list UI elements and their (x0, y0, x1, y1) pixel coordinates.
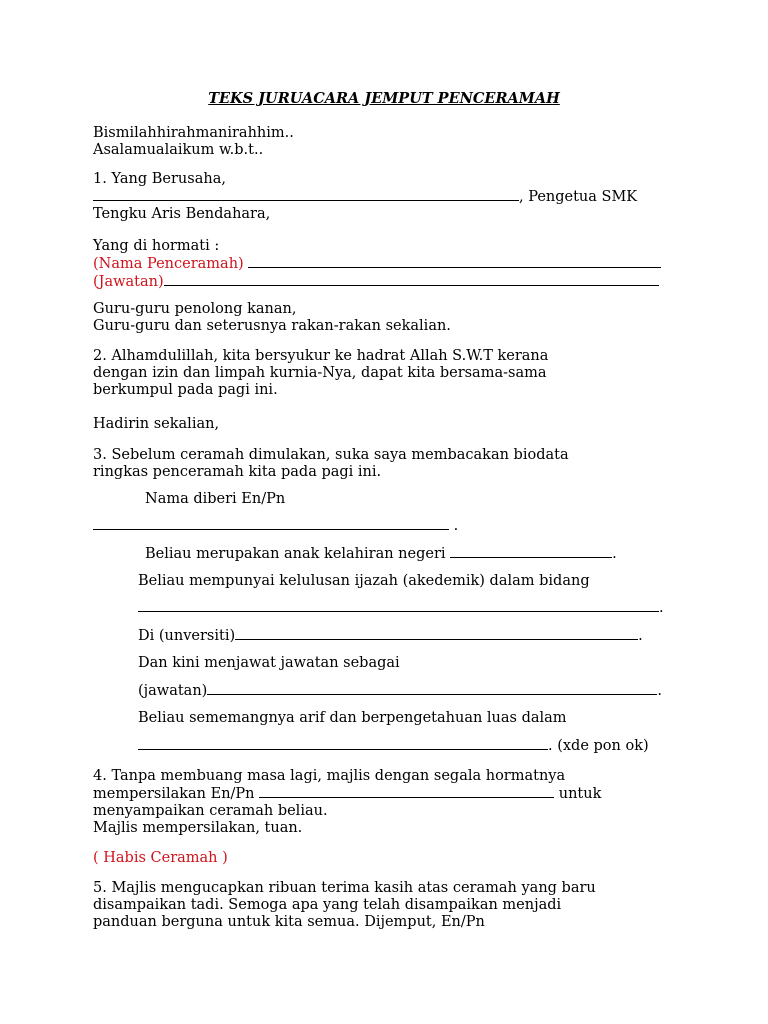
bio-expertise: Beliau sememangnya arif dan berpengetahuan luas dalam (138, 710, 567, 726)
blank-line (248, 255, 661, 268)
bio-name-label: Nama diberi En/Pn (145, 491, 286, 507)
section-5-line: disampaikan tadi. Semoga apa yang telah disampaikan menjadi (93, 897, 562, 913)
blank-line (164, 273, 659, 286)
school-name: Tengku Aris Bendahara, (93, 206, 271, 222)
teachers-line: Guru-guru dan seterusnya rakan-rakan sekalian. (93, 318, 451, 334)
section-2-line: dengan izin dan limpah kurnia-Nya, dapat kita bersama-sama (93, 365, 547, 381)
audience-greeting: Hadirin sekalian, (93, 416, 220, 432)
bio-job: Dan kini menjawat jawatan sebagai (138, 655, 400, 671)
section-5-line: panduan berguna untuk kita semua. Dijemput, En/Pn (93, 914, 485, 930)
speaker-name-label: (Nama Penceramah) (93, 256, 249, 272)
section-5-line: 5. Majlis mengucapkan ribuan terima kasih atas ceramah yang baru (93, 880, 596, 896)
speaker-position-label: (Jawatan) (93, 274, 164, 290)
section-4-line: menyampaikan ceramah beliau. (93, 803, 328, 819)
teachers-line: Guru-guru penolong kanan, (93, 301, 297, 317)
bio-expertise-blank: . (xde pon ok) (138, 737, 649, 755)
section-3-line: 3. Sebelum ceramah dimulakan, suka saya membacakan biodata (93, 447, 569, 463)
section-5 (93, 880, 596, 931)
section-2-line: berkumpul pada pagi ini. (93, 382, 278, 398)
blank-line (207, 682, 657, 695)
section-4-line: Majlis mempersilakan, tuan. (93, 820, 303, 836)
blank-line (235, 627, 638, 640)
bio-birthplace: Beliau merupakan anak kelahiran negeri . (145, 546, 617, 562)
bio-degree: Beliau mempunyai kelulusan ijazah (akedemik) dalam bidang (138, 573, 590, 589)
section-4: 4. Tanpa membuang masa lagi, majlis dengan segala hormatnya mempersilakan En/Pn untuk menyampaikan ceramah beliau. Majlis mempersilakan, tuan. (93, 768, 602, 836)
section-4-line: 4. Tanpa membuang masa lagi, majlis dengan segala hormatnya (93, 768, 566, 784)
honored-guests (93, 238, 661, 291)
principal-label: , Pengetua SMK (519, 189, 638, 205)
section-3 (93, 447, 569, 481)
teachers-greeting (93, 301, 451, 335)
blank-line (450, 545, 612, 558)
blank-line (138, 737, 548, 750)
honored-heading: Yang di hormati : (93, 238, 220, 254)
section-2 (93, 348, 548, 399)
section-2-line: 2. Alhamdulillah, kita bersyukur ke hadrat Allah S.W.T kerana (93, 348, 549, 364)
section-3-line: ringkas penceramah kita pada pagi ini. (93, 464, 382, 480)
greeting-line: Asalamualaikum w.b.t.. (93, 142, 264, 158)
section-1 (93, 171, 637, 223)
section-4-line: mempersilakan En/Pn (93, 786, 260, 802)
opening-greeting (93, 125, 294, 159)
blank-line (93, 188, 519, 201)
blank-line (93, 517, 449, 530)
bio-university: Di (unversiti) . (138, 628, 643, 644)
blank-line (259, 785, 554, 798)
bio-degree-blank: . (138, 599, 664, 617)
end-of-lecture-note: ( Habis Ceramah ) (93, 850, 228, 866)
greeting-line: Bismilahhirahmanirahhim.. (93, 125, 294, 141)
bio-job-title: (jawatan) . (138, 683, 662, 699)
bio-name-blank: . (93, 517, 458, 535)
section-1-heading: 1. Yang Berusaha, (93, 171, 226, 187)
blank-line (138, 599, 659, 612)
page-title: TEKS JURUACARA JEMPUT PENCERAMAH (208, 90, 560, 107)
